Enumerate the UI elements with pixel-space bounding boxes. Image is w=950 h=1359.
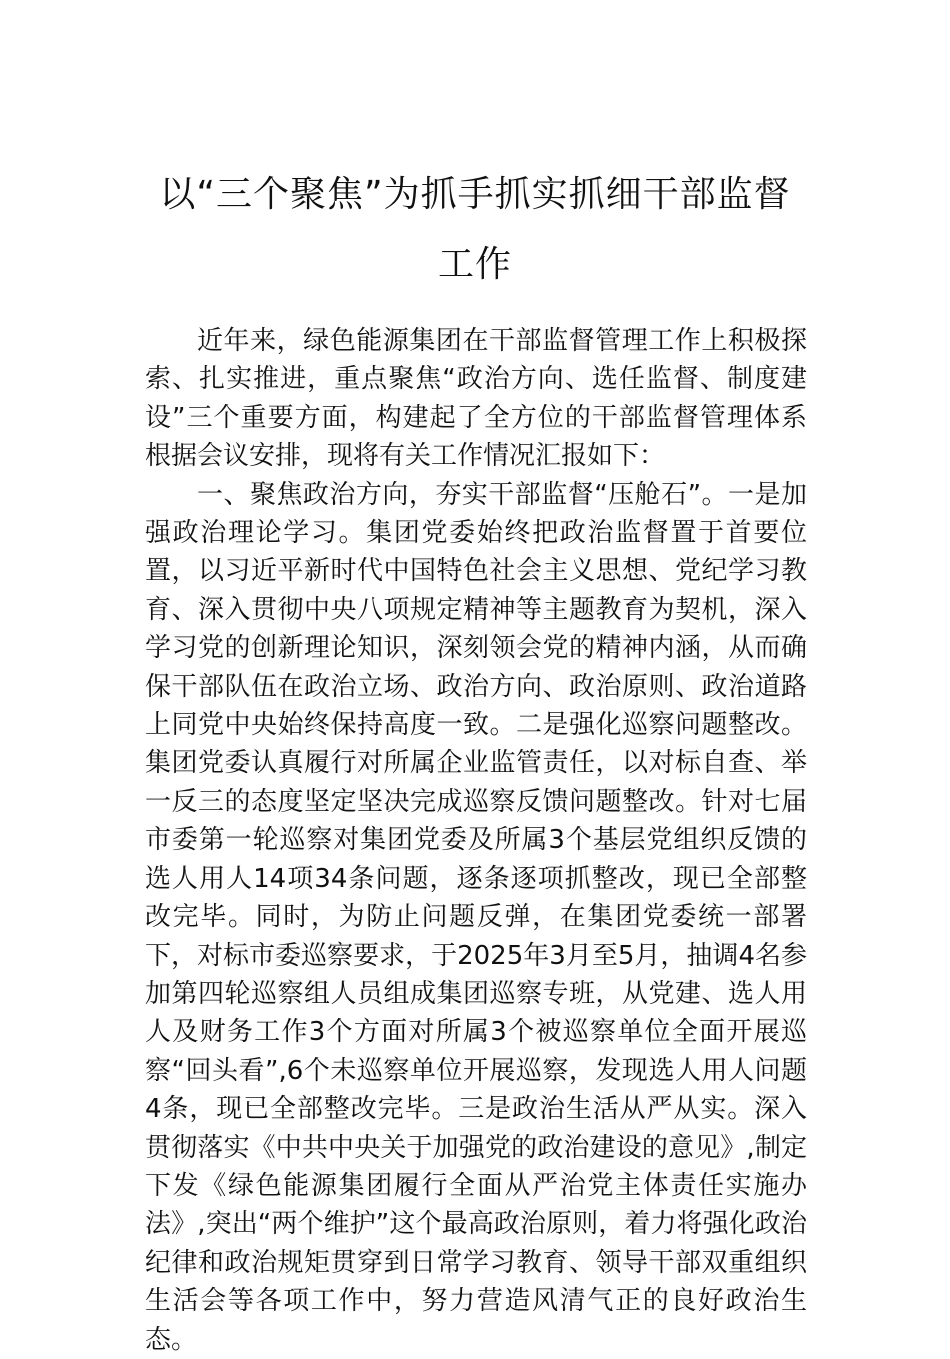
paragraph-section-one: 一、聚焦政治方向，夯实干部监督“压舱石”。一是加强政治理论学习。集团党委始终把政治监督置于首要位置，以习近平新时代中国特色社会主义思想、党纪学习教育、深入贯彻中央八项规定精神等主题教育为契机，深入学习党的创新理论知识，深刻领会党的精神内涵，从而确保干部队伍在政治立场、政治方向、政治原则、政治道路上同党中央始终保持高度一致。二是强化巡察问题整改。集团党委认真履行对所属企业监管责任，以对标自查、举一反三的态度坚定坚决完成巡察反馈问题整改。针对七届市委第一轮巡察对集团党委及所属3个基层党组织反馈的选人用人14项34条问题，逐条逐项抓整改，现已全部整改完毕。同时，为防止问题反弹，在集团党委统一部署下，对标市委巡察要求，于2025年3月至5月，抽调4名参加第四轮巡察组人员组成集团巡察专班，从党建、选人用人及财务工作3个方面对所属3个被巡察单位全面开展巡察“回头看”,6个未巡察单位开展巡察，发现选人用人问题4条，现已全部整改完毕。三是政治生活从严从实。深入贯彻落实《中共中央关于加强党的政治建设的意见》,制定下发《绿色能源集团履行全面从严治党主体责任实施办法》,突出“两个维护”这个最高政治原则，着力将强化政治纪律和政治规矩贯穿到日常学习教育、领导干部双重组织生活会等各项工作中，努力营造风清气正的良好政治生态。 xyxy=(145,479,807,1355)
document-title-line-2: 工作 xyxy=(437,244,512,285)
paragraph-intro: 近年来，绿色能源集团在干部监督管理工作上积极探索、扎实推进，重点聚焦“政治方向、选任监督、制度建设”三个重要方面，构建起了全方位的干部监督管理体系根据会议安排，现将有关工作情况汇报如下： xyxy=(145,326,807,472)
document-title-line-1: 以“三个聚焦”为抓手抓实抓细干部监督 xyxy=(159,174,791,215)
document-body xyxy=(145,322,807,1359)
document-title xyxy=(145,160,805,300)
